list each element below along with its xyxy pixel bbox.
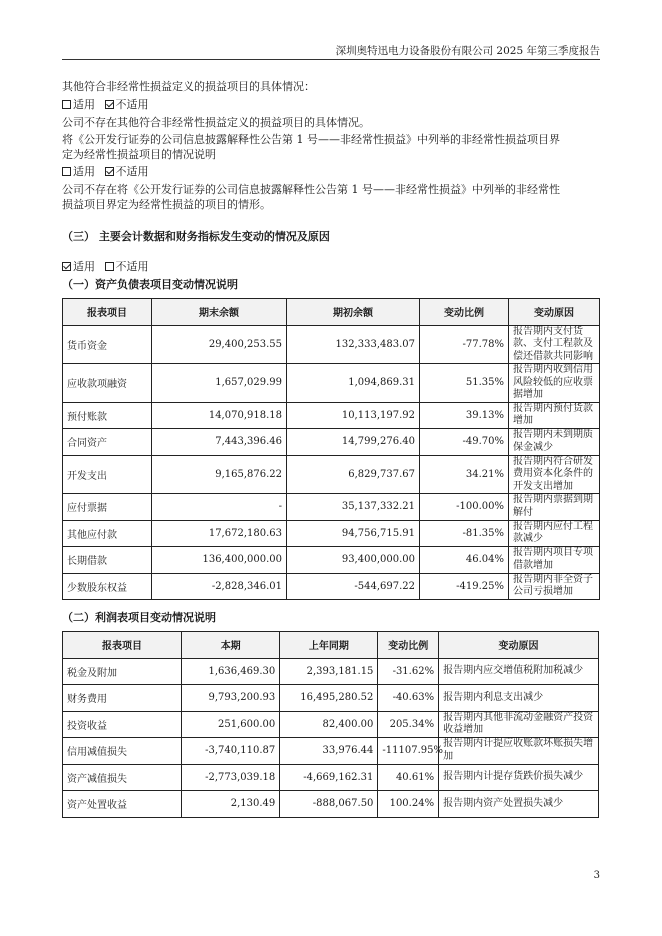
option-apply[interactable]: 适用 <box>62 98 95 111</box>
cell-item: 预付账款 <box>63 402 152 429</box>
balance-sheet-title: （一）资产负债表项目变动情况说明 <box>62 278 238 291</box>
table-header-row <box>63 299 600 326</box>
cell-previous-period: -4,669,162.31 <box>280 764 378 791</box>
cell-begin-balance: 94,756,715.91 <box>287 520 420 547</box>
col-header-end: 期末余额 <box>152 299 287 326</box>
cell-change-ratio: 46.04% <box>420 547 509 574</box>
cell-begin-balance: 10,113,197.92 <box>287 402 420 429</box>
cell-begin-balance: 35,137,332.21 <box>287 494 420 521</box>
cell-change-reason: 报告期内其他非流动金融资产投资收益增加 <box>439 711 599 738</box>
option-not-apply[interactable]: 不适用 <box>105 260 149 273</box>
cell-current-period: 9,793,200.93 <box>182 685 280 712</box>
page-number: 3 <box>593 870 600 881</box>
cell-item: 其他应付款 <box>63 520 152 547</box>
cell-current-period: -3,740,110.87 <box>182 738 280 765</box>
cell-change-ratio: -419.25% <box>420 573 509 600</box>
table-row <box>63 429 600 456</box>
intro-line-4b: 损益项目界定为经常性损益的项目的情形。 <box>62 198 271 211</box>
option-not-apply[interactable]: 不适用 <box>105 165 149 178</box>
table-row <box>63 547 600 574</box>
cell-change-reason: 报告期内计提应收账款坏账损失增加 <box>439 738 599 765</box>
cell-change-reason: 报告期内票据到期解付 <box>509 494 600 521</box>
cell-item: 应付票据 <box>63 494 152 521</box>
income-statement-title: （二）利润表项目变动情况说明 <box>62 611 216 624</box>
cell-current-period: 2,130.49 <box>182 791 280 818</box>
option-not-apply[interactable]: 不适用 <box>105 98 149 111</box>
balance-sheet-table <box>62 298 600 600</box>
cell-change-ratio: 34.21% <box>420 455 509 494</box>
option-row-3 <box>62 259 155 275</box>
cell-change-ratio: 39.13% <box>420 402 509 429</box>
cell-item: 长期借款 <box>63 547 152 574</box>
col-header-current: 本期 <box>182 632 280 659</box>
cell-change-ratio: -49.70% <box>420 429 509 456</box>
cell-end-balance: 29,400,253.55 <box>152 325 287 364</box>
header-divider <box>62 59 600 60</box>
intro-line-2: 公司不存在其他符合非经常性损益定义的损益项目的具体情况。 <box>62 116 370 129</box>
cell-change-reason: 报告期内未到期质保金减少 <box>509 429 600 456</box>
cell-item: 投资收益 <box>63 711 182 738</box>
table-row <box>63 764 599 791</box>
page-header-title: 深圳奥特迅电力设备股份有限公司 2025 年第三季度报告 <box>335 45 600 57</box>
col-header-reason: 变动原因 <box>439 632 599 659</box>
cell-change-ratio: -11107.95% <box>378 738 439 765</box>
intro-line-3b: 定为经常性损益项目的情况说明 <box>62 148 216 161</box>
table-header-row <box>63 632 599 659</box>
checkbox-checked-icon <box>62 262 71 271</box>
cell-change-reason: 报告期内计提存货跌价损失减少 <box>439 764 599 791</box>
section-3-title: （三） 主要会计数据和财务指标发生变动的情况及原因 <box>62 230 330 243</box>
cell-change-ratio: 51.35% <box>420 364 509 403</box>
cell-item: 资产处置收益 <box>63 791 182 818</box>
checkbox-checked-icon <box>105 100 114 109</box>
checkbox-unchecked-icon <box>62 167 71 176</box>
option-apply[interactable]: 适用 <box>62 260 95 273</box>
cell-change-reason: 报告期内项目专项借款增加 <box>509 547 600 574</box>
checkbox-unchecked-icon <box>105 262 114 271</box>
option-apply[interactable]: 适用 <box>62 165 95 178</box>
cell-change-reason: 报告期内预付货款增加 <box>509 402 600 429</box>
table-row <box>63 791 599 818</box>
cell-end-balance: -2,828,346.01 <box>152 573 287 600</box>
cell-end-balance: 17,672,180.63 <box>152 520 287 547</box>
cell-previous-period: -888,067.50 <box>280 791 378 818</box>
cell-begin-balance: -544,697.22 <box>287 573 420 600</box>
cell-current-period: 251,600.00 <box>182 711 280 738</box>
table-row <box>63 402 600 429</box>
cell-end-balance: 7,443,396.46 <box>152 429 287 456</box>
table-row <box>63 685 599 712</box>
cell-item: 开发支出 <box>63 455 152 494</box>
table-row <box>63 455 600 494</box>
intro-line-4a: 公司不存在将《公开发行证券的公司信息披露解释性公告第 1 号——非经常性损益》中列举的非经常性 <box>62 183 560 196</box>
cell-item: 财务费用 <box>63 685 182 712</box>
table-row <box>63 711 599 738</box>
col-header-ratio: 变动比例 <box>378 632 439 659</box>
option-row-2 <box>62 164 155 180</box>
table-row <box>63 364 600 403</box>
cell-previous-period: 16,495,280.52 <box>280 685 378 712</box>
cell-end-balance: - <box>152 494 287 521</box>
cell-begin-balance: 132,333,483.07 <box>287 325 420 364</box>
cell-change-reason: 报告期内支付货款、支付工程款及偿还借款共同影响 <box>509 325 600 364</box>
col-header-reason: 变动原因 <box>509 299 600 326</box>
option-row-1 <box>62 97 155 113</box>
col-header-previous: 上年同期 <box>280 632 378 659</box>
intro-line-1: 其他符合非经常性损益定义的损益项目的具体情况： <box>62 80 315 93</box>
cell-item: 应收款项融资 <box>63 364 152 403</box>
table-row <box>63 494 600 521</box>
col-header-ratio: 变动比例 <box>420 299 509 326</box>
col-header-item: 报表项目 <box>63 632 182 659</box>
cell-current-period: 1,636,469.30 <box>182 658 280 685</box>
cell-item: 合同资产 <box>63 429 152 456</box>
cell-end-balance: 1,657,029.99 <box>152 364 287 403</box>
cell-begin-balance: 93,400,000.00 <box>287 547 420 574</box>
cell-change-reason: 报告期内应交增值税附加税减少 <box>439 658 599 685</box>
intro-line-3a: 将《公开发行证券的公司信息披露解释性公告第 1 号——非经常性损益》中列举的非经常性损益项目界 <box>62 133 560 146</box>
cell-change-reason: 报告期内利息支出减少 <box>439 685 599 712</box>
cell-previous-period: 82,400.00 <box>280 711 378 738</box>
checkbox-checked-icon <box>105 167 114 176</box>
balance-sheet-rows <box>63 325 600 600</box>
table-row <box>63 325 600 364</box>
cell-item: 税金及附加 <box>63 658 182 685</box>
cell-change-reason: 报告期内符合研发费用资本化条件的开发支出增加 <box>509 455 600 494</box>
cell-current-period: -2,773,039.18 <box>182 764 280 791</box>
col-header-begin: 期初余额 <box>287 299 420 326</box>
cell-begin-balance: 1,094,869.31 <box>287 364 420 403</box>
cell-end-balance: 9,165,876.22 <box>152 455 287 494</box>
table-row <box>63 738 599 765</box>
income-statement-rows <box>63 658 599 817</box>
table-row <box>63 573 600 600</box>
income-statement-table <box>62 631 599 818</box>
cell-change-ratio: -81.35% <box>420 520 509 547</box>
cell-change-reason: 报告期内非全资子公司亏损增加 <box>509 573 600 600</box>
cell-change-ratio: 40.61% <box>378 764 439 791</box>
cell-begin-balance: 14,799,276.40 <box>287 429 420 456</box>
cell-change-reason: 报告期内应付工程款减少 <box>509 520 600 547</box>
cell-previous-period: 2,393,181.15 <box>280 658 378 685</box>
table-row <box>63 520 600 547</box>
cell-change-reason: 报告期内收到信用风险较低的应收票据增加 <box>509 364 600 403</box>
cell-change-ratio: 100.24% <box>378 791 439 818</box>
cell-change-ratio: -77.78% <box>420 325 509 364</box>
cell-change-ratio: 205.34% <box>378 711 439 738</box>
cell-end-balance: 136,400,000.00 <box>152 547 287 574</box>
cell-item: 少数股东权益 <box>63 573 152 600</box>
table-row <box>63 658 599 685</box>
checkbox-unchecked-icon <box>62 100 71 109</box>
col-header-item: 报表项目 <box>63 299 152 326</box>
cell-change-ratio: -31.62% <box>378 658 439 685</box>
cell-item: 信用减值损失 <box>63 738 182 765</box>
cell-change-ratio: -100.00% <box>420 494 509 521</box>
cell-begin-balance: 6,829,737.67 <box>287 455 420 494</box>
cell-end-balance: 14,070,918.18 <box>152 402 287 429</box>
cell-item: 货币资金 <box>63 325 152 364</box>
cell-change-ratio: -40.63% <box>378 685 439 712</box>
cell-change-reason: 报告期内资产处置损失减少 <box>439 791 599 818</box>
cell-previous-period: 33,976.44 <box>280 738 378 765</box>
cell-item: 资产减值损失 <box>63 764 182 791</box>
